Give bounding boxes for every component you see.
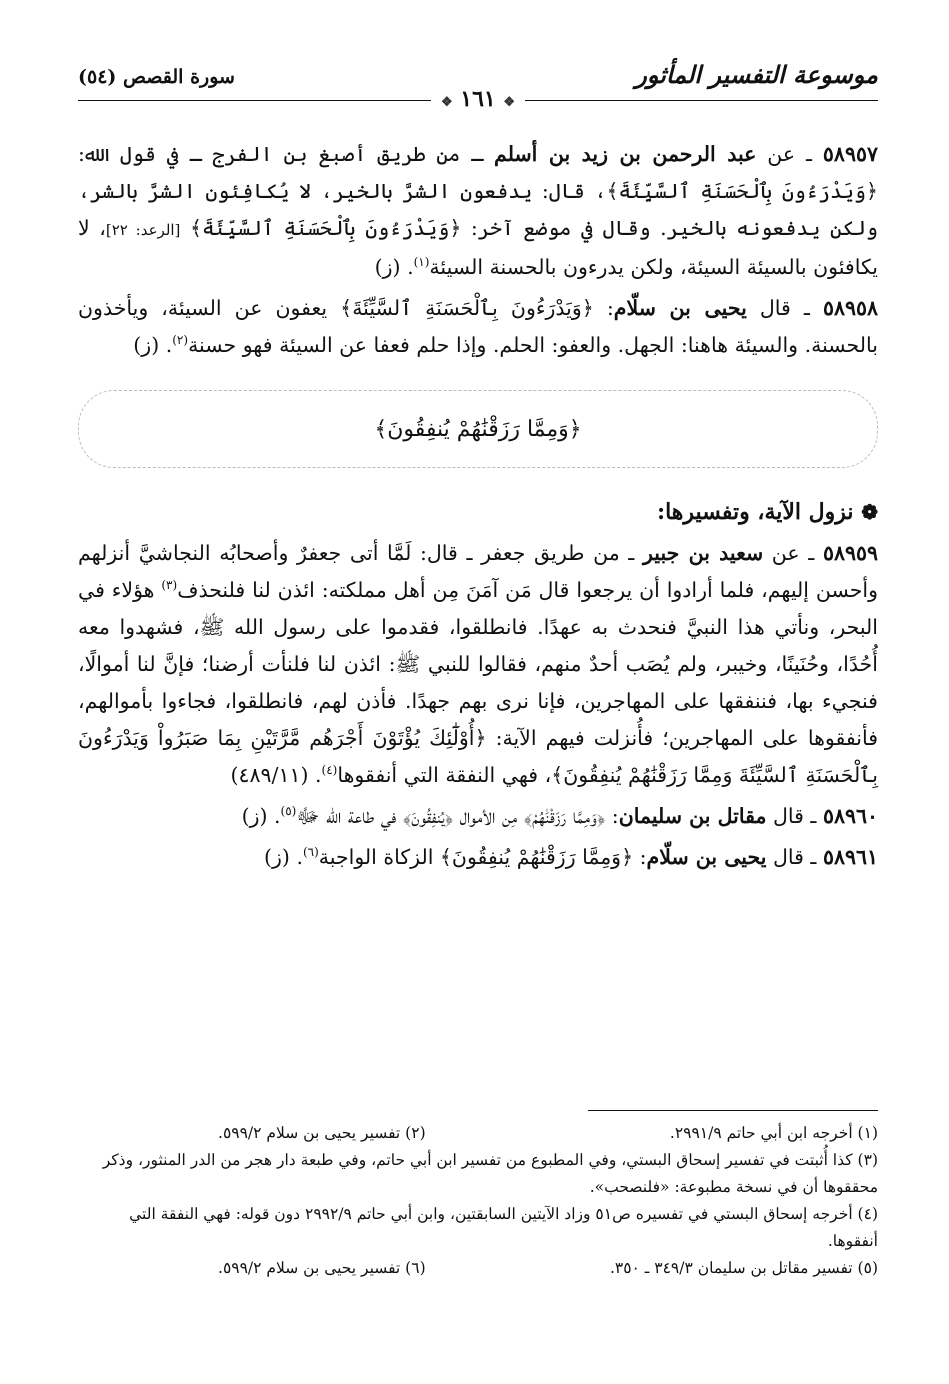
- footnotes: [78, 1120, 878, 1282]
- footnote-separator: [588, 1110, 878, 1111]
- quran-reference: [الرعد: ٢٢]: [105, 221, 181, 239]
- footnote-marker: (٤): [321, 763, 338, 778]
- entry-text: ـ من طريق أصبغ بن الفرج ـ في قول الله: ﴿وَيَدْرَءُونَ بِٱلْحَسَنَةِ ٱلسَّيِّئَةَ﴾، قال: يدفعون الشرَّ بالخير، لا يُكافِئون الشرَّ بالشر، ولكن يدفعونه بالخير. وقال في موضع آخر: ﴿وَيَدْرَءُونَ بِٱلْحَسَنَةِ ٱلسَّيِّئَةَ﴾: [78, 142, 878, 240]
- narrator-name: يحيى بن سلّام: [646, 845, 767, 869]
- footnote-marker: (٢): [172, 333, 189, 348]
- footnote-2: (٢) تفسير يحيى بن سلام ٥٩٩/٢.: [218, 1124, 426, 1142]
- footnote-3: (٣) كذا أُثبتت في تفسير إسحاق البستي، وفي المطبوع من تفسير ابن أبي حاتم، وفي طبعة دار هجر من الدر المنثور، وذكر محققوها أن في نسخة مطبوعة: «فلنصحب».: [102, 1151, 878, 1196]
- entry-58961: ٥٨٩٦١ ـ قال يحيى بن سلّام: ﴿وَمِمَّا رَزَقْنَٰهُمْ يُنفِقُونَ﴾ الزكاة الواجبة$^{(٦)}$. (ز): [264, 845, 878, 869]
- footnote-marker: (٦): [302, 845, 319, 860]
- page-number: ١٦١: [460, 86, 496, 112]
- ornament-icon: ❖: [440, 95, 453, 110]
- entry-58959: ٥٨٩٥٩ ـ عن سعيد بن جبير ـ من طريق جعفر ـ قال: لَمَّا أتى جعفرٌ وأصحابُه النجاشيَّ أنزلهم وأحسن إليهم، فلما أرادوا أن يرجعوا قال مَن آمَنَ مِن أهل مملكته: ائذن لنا فلنحذف$^{(٣)}$ هؤلاء في البحر، ونأتي هذا النبيَّ فنحدث به عهدًا. فانطلقوا، فقدموا على رسول الله ﷺ، فشهدوا معه أُحُدًا، وحُنَينًا، وخيبر، ولم يُصَب أحدٌ منهم، فقالوا للنبي ﷺ: ائذن لنا فلنأت أرضنا؛ فإنَّ لنا أموالًا، فنجيء بها، فننفقها على المهاجرين، فإنا نرى بهم جهدًا. فأذن لهم، فانطلقوا، فجاءوا بأموالهم، فأنفقوها على المهاجرين؛ فأُنزلت فيهم الآية: ﴿أُوْلَٰٓئِكَ يُؤْتَوْنَ أَجْرَهُم مَّرَّتَيْنِ بِمَا صَبَرُواْ وَيَدْرَءُونَ بِٱلْحَسَنَةِ ٱلسَّيِّئَةَ وَمِمَّا رَزَقْنَٰهُمْ يُنفِقُونَ﴾، فهي النفقة التي أنفقوها$^{(٤)}$. (٤٨٩/١١): [78, 541, 878, 787]
- surah-title: سورة القصص (٥٤): [78, 66, 235, 88]
- narrator-name: سعيد بن جبير: [642, 541, 764, 565]
- narrator-name: مقاتل بن سليمان: [618, 804, 767, 828]
- footnote-6: (٦) تفسير يحيى بن سلام ٥٩٩/٢.: [218, 1259, 426, 1277]
- ornament-icon: ❖: [503, 95, 516, 110]
- entry-number: ٥٨٩٦١: [822, 845, 878, 869]
- narrator-name: عبد الرحمن بن زيد بن أسلم: [494, 142, 757, 166]
- book-page: [78, 56, 879, 1277]
- flower-icon: ❁: [861, 500, 878, 524]
- footnote-marker: (٥): [280, 804, 297, 819]
- entry-58957: ٥٨٩٥٧ ـ عن عبد الرحمن بن زيد بن أسلم ـ من طريق أصبغ بن الفرج ـ في قول الله: ﴿وَيَدْرَءُونَ بِٱلْحَسَنَةِ ٱلسَّيِّئَةَ﴾، قال: يدفعون الشرَّ بالخير، لا يُكافِئون الشرَّ بالشر، ولكن يدفعونه بالخير. وقال في موضع آخر: ﴿وَيَدْرَءُونَ بِٱلْحَسَنَةِ ٱلسَّيِّئَةَ﴾ [الرعد: ٢٢]، لا يكافئون بالسيئة السيئة، ولكن يدرءون بالحسنة السيئة$^{(١)}$. (ز): [78, 142, 878, 279]
- page-header: [78, 56, 878, 112]
- entry-58958: ٥٨٩٥٨ ـ قال يحيى بن سلّام: ﴿وَيَدْرَءُونَ بِٱلْحَسَنَةِ ٱلسَّيِّئَةَ﴾ يعفون عن السيئة، ويأخذون بالحسنة. والسيئة هاهنا: الجهل. والعفو: الحلم. وإذا حلم فعفا عن السيئة فهو حسنة$^{(٢)}$. (ز): [78, 296, 879, 357]
- footnote-4: (٤) أخرجه إسحاق البستي في تفسيره ص٥١ وزاد الآيتين السابقتين، وابن أبي حاتم ٢٩٩٢/٩ دون قوله: فهي النفقة التي أنفقوها.: [129, 1205, 878, 1250]
- footnote-5: (٥) تفسير مقاتل بن سليمان ٣٤٩/٣ ـ ٣٥٠.: [609, 1259, 878, 1277]
- narrator-name: يحيى بن سلّام: [613, 296, 747, 320]
- entry-58960: ٥٨٩٦٠ ـ قال مقاتل بن سليمان: ﴿وَمِمَّا رَزَقْنَٰهُمْ﴾ مِن الأموال ﴿يُنفِقُونَ﴾ في طاعة الله ﷻ$^{(٥)}$. (ز): [241, 804, 878, 828]
- entry-number: ٥٨٩٥٧: [822, 142, 878, 166]
- entry-number: ٥٨٩٥٨: [822, 296, 879, 320]
- page-body: [78, 136, 878, 880]
- footnote-marker: (١): [413, 255, 430, 270]
- footnote-marker: (٣): [161, 578, 178, 593]
- entry-number: ٥٨٩٥٩: [822, 541, 878, 565]
- verse-heading: ﴿وَمِمَّا رَزَقْنَٰهُمْ يُنفِقُونَ﴾: [78, 390, 878, 468]
- book-title: موسوعة التفسير المأثور: [635, 60, 878, 89]
- entry-number: ٥٨٩٦٠: [822, 804, 878, 828]
- footnote-1: (١) أخرجه ابن أبي حاتم ٢٩٩١/٩.: [669, 1124, 878, 1142]
- section-title: ❁ نزول الآية، وتفسيرها:: [656, 499, 878, 525]
- entry-text: : ﴿وَيَدْرَءُونَ بِٱلْحَسَنَةِ ٱلسَّيِّئَةَ﴾ يعفون عن السيئة، ويأخذون بالحسنة. والسيئة هاهنا: الجهل. والعفو: الحلم. وإذا حلم فعفا عن السيئة فهو حسنة: [78, 296, 878, 357]
